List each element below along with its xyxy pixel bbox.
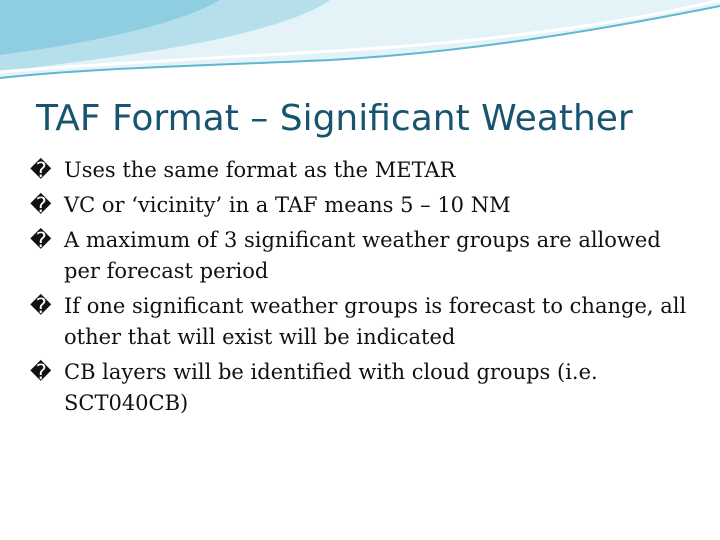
bullet-item: [30, 357, 698, 419]
bullet-text: Uses the same format as the METAR: [64, 158, 456, 182]
bullet-item: [30, 155, 698, 186]
bullet-item: [30, 225, 698, 287]
bullet-icon: �: [30, 294, 52, 318]
bullet-icon: �: [30, 158, 52, 182]
bullet-text: A maximum of 3 significant weather groups are allowed per forecast period: [64, 228, 661, 283]
slide-title: TAF Format – Significant Weather: [36, 98, 633, 139]
bullet-icon: �: [30, 228, 52, 252]
header-wave-decoration: [0, 0, 720, 90]
bullet-text: If one significant weather groups is forecast to change, all other that will exist will be indicated: [64, 294, 687, 349]
bullet-icon: �: [30, 193, 52, 217]
bullet-item: [30, 291, 698, 353]
bullet-icon: �: [30, 360, 52, 384]
bullet-text: VC or ‘vicinity’ in a TAF means 5 – 10 NM: [64, 193, 511, 217]
bullet-list: [30, 155, 698, 423]
bullet-item: [30, 190, 698, 221]
bullet-text: CB layers will be identified with cloud groups (i.e. SCT040CB): [64, 360, 598, 415]
